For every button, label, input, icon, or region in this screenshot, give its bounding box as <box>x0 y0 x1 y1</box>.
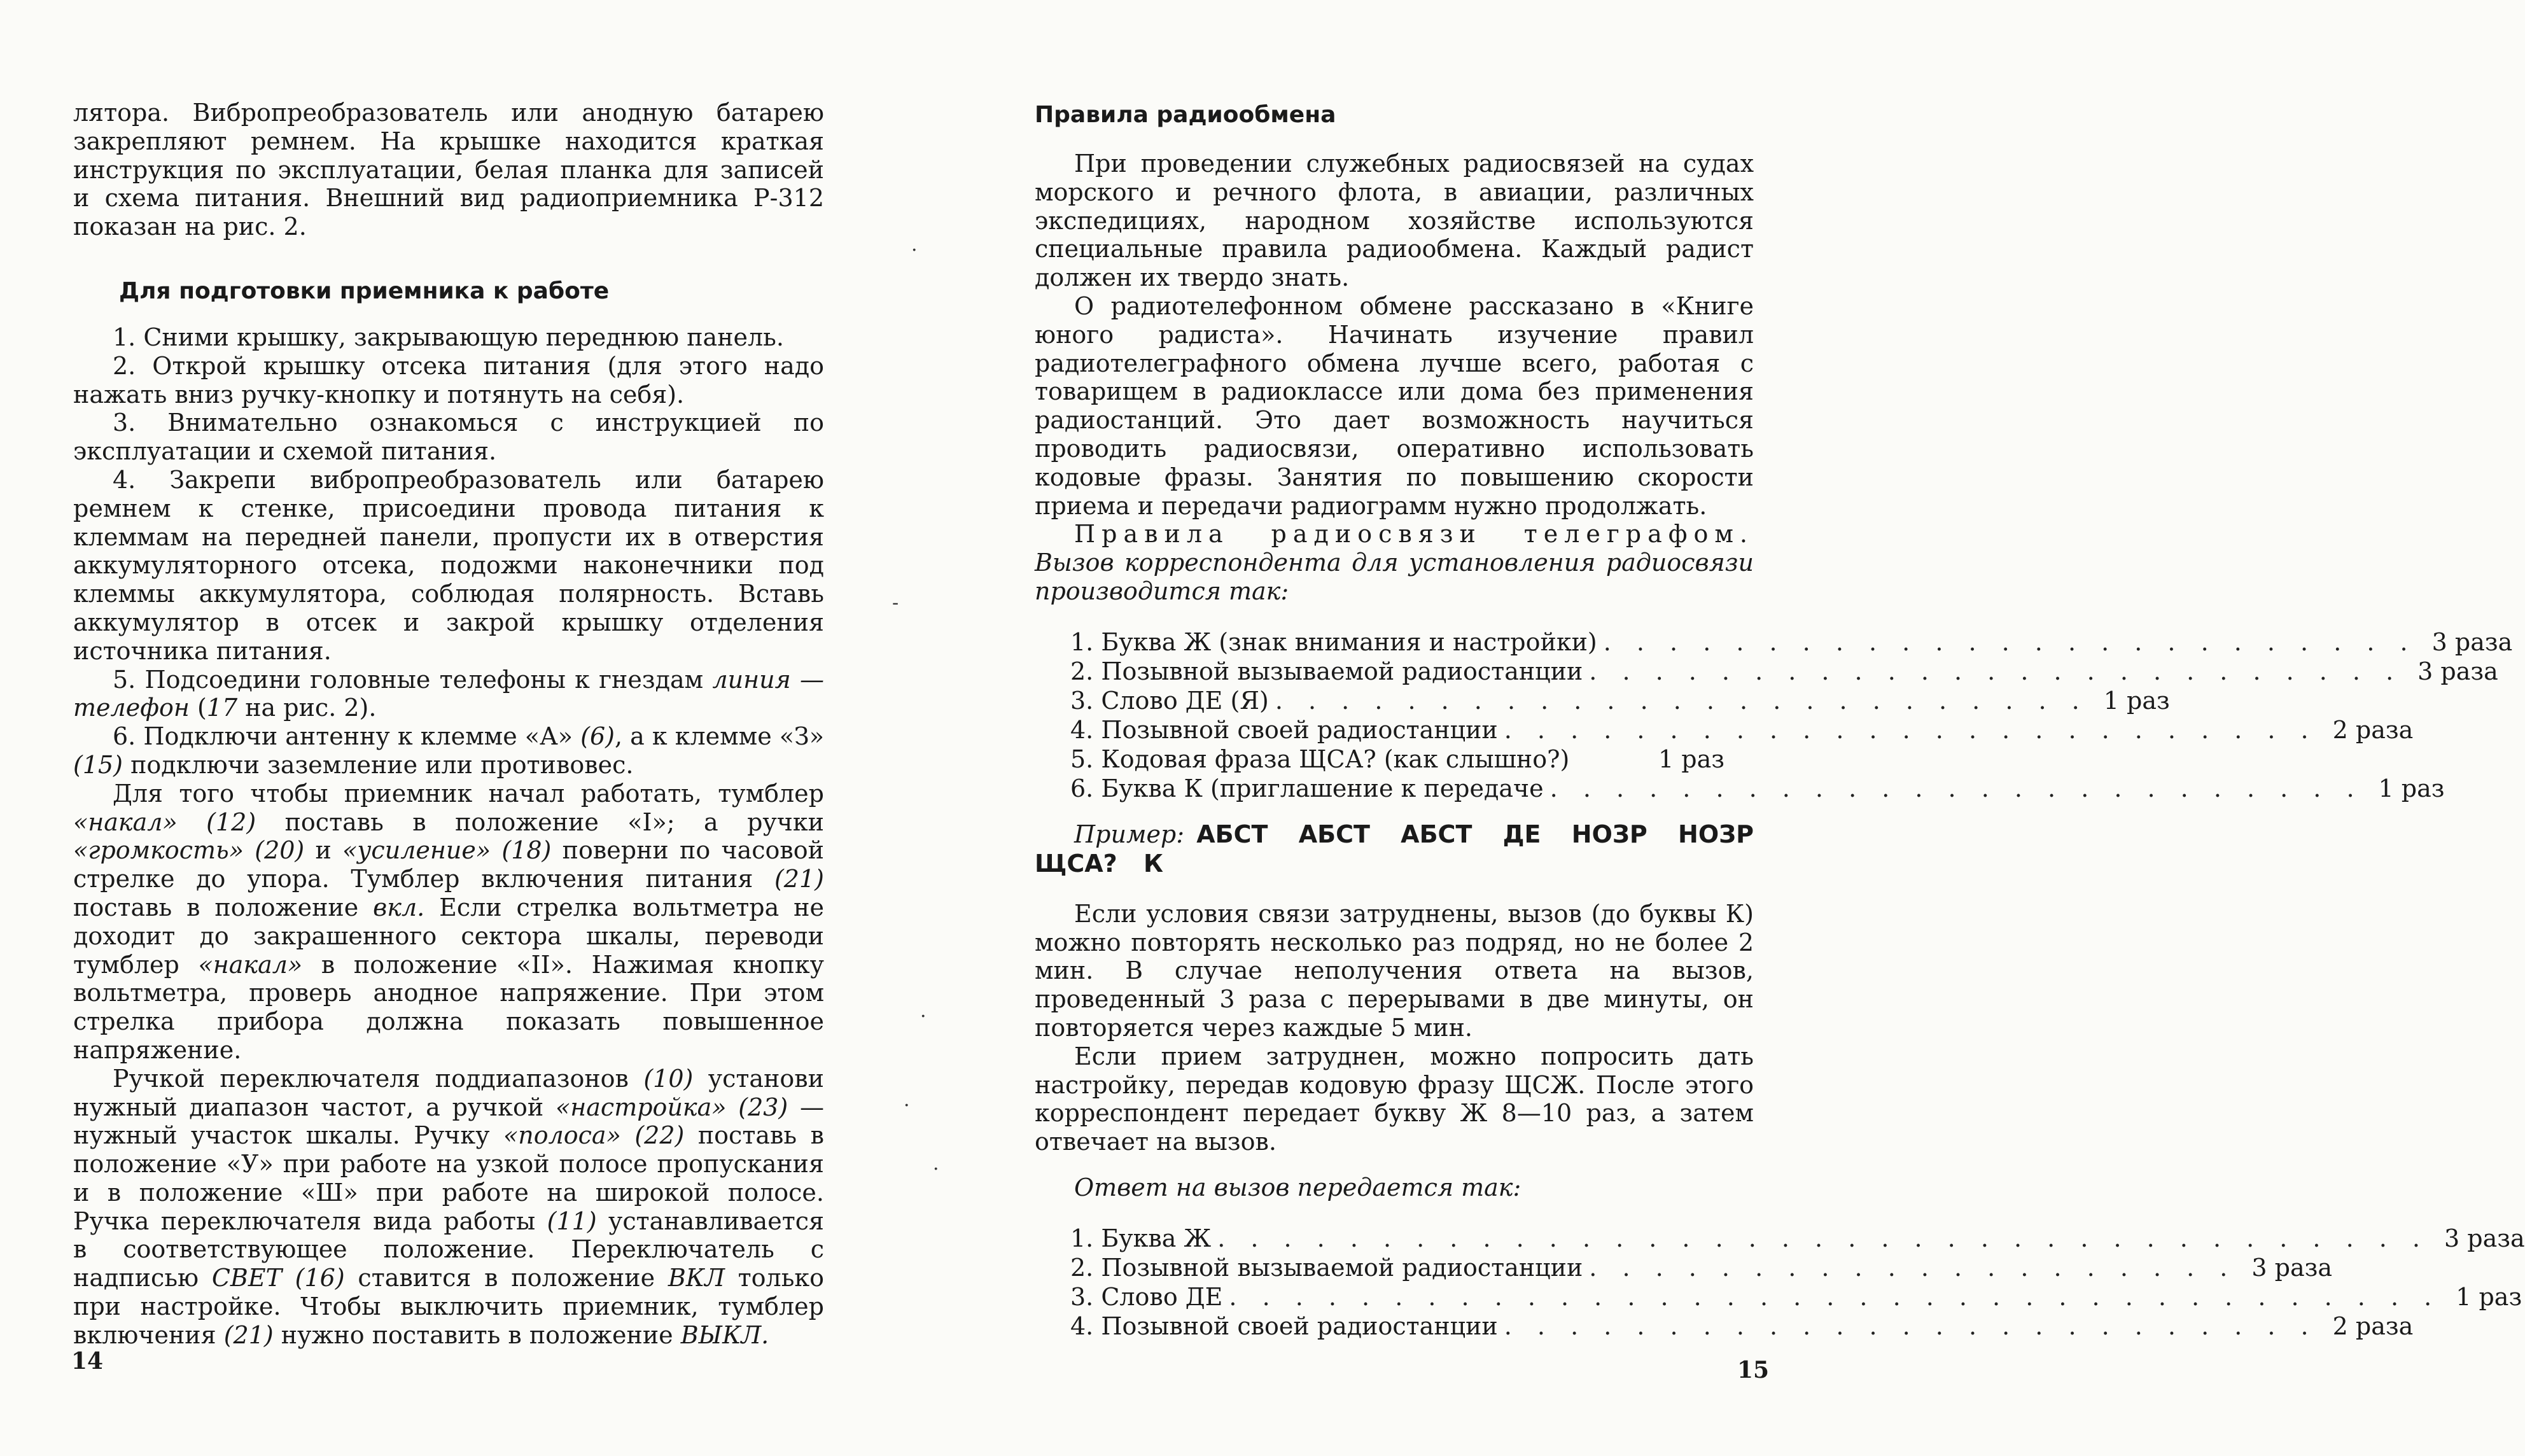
leader-dots: . . . . . . . . . . . . . . . . . . . . . . . . . <box>1589 657 2403 685</box>
italic-run: ВЫКЛ. <box>680 1320 769 1349</box>
text-run: нужно поставить в положение <box>273 1320 681 1349</box>
answer-list <box>1035 1224 2525 1341</box>
text-run: установи нужный диапазон частот, а ручкой <box>73 1064 824 1121</box>
italic-run: «усиление» (18) <box>342 836 552 865</box>
step-3: 3. Внимательно ознакомься с инструкцией по эксплуатации и схемой питания. <box>73 409 824 466</box>
text-run: поверни по часовой стрелке до упора. Тумблер включения питания <box>73 836 824 893</box>
leader-dots: . . . . . . . . . . . . . . . . . . . . . . . . . <box>1504 1312 2318 1340</box>
answer-intro: Ответ на вызов передается так: <box>1074 1173 1521 1201</box>
text-run: Для того чтобы приемник начал работать, тумблер <box>113 779 824 808</box>
list-item-value: 1 раз <box>1658 745 1724 773</box>
list-item <box>1035 745 1754 774</box>
page-number-left: 14 <box>71 1348 104 1375</box>
list-item-text: 4. Позывной своей радиостанции <box>1070 1312 1498 1340</box>
paragraph-work <box>73 780 824 1065</box>
italic-run: «накал» (12) <box>73 808 256 836</box>
italic-run: (11) <box>547 1207 597 1235</box>
steps-block <box>73 323 824 1350</box>
step-5-prefix: 5. Подсоедини головные телефоны к гнездам <box>113 665 713 694</box>
left-text-column <box>73 99 824 1350</box>
scan-speck: · <box>911 239 918 262</box>
step-6-ref-2: (15) <box>73 750 123 779</box>
list-item <box>1035 1282 2522 1312</box>
step-6-mid: , а к клемме «З» <box>614 722 824 751</box>
step-5-paren-open: ( <box>189 694 207 722</box>
intro-block <box>1035 150 1754 606</box>
paragraph: Если прием затруднен, можно попросить дать настройку, передав кодовую фразу ЩСЖ. После этого корреспондент передает букву Ж 8—10 раз, а затем отвечает на вызов. <box>1035 1042 1754 1156</box>
leader-dots: . . . . . . . . . . . . . . . . . . . . <box>1589 1253 2237 1282</box>
text-run: и <box>304 836 343 865</box>
step-2: 2. Открой крышку отсека питания (для этого надо нажать вниз ручку-кнопку и потянуть на себя). <box>73 351 824 409</box>
step-6-prefix: 6. Подключи антенну к клемме «А» <box>113 722 581 751</box>
list-item <box>1035 715 2414 745</box>
list-item-value: 2 раза <box>2332 715 2414 744</box>
italic-run: «накал» <box>198 950 303 979</box>
step-5-suffix: на рис. 2). <box>237 694 377 722</box>
list-item-value: 1 раз <box>2378 774 2445 802</box>
call-list <box>1035 627 2513 803</box>
leader-dots: . . . . . . . . . . . . . . . . . . . . . . . . . . . . . . . . . . . . . <box>1217 1224 2429 1252</box>
list-item <box>1035 774 2445 803</box>
list-item-value: 3 раза <box>2251 1253 2332 1282</box>
text-run: в положение «II». Нажимая кнопку вольтметра, проверь анодное напряжение. При этом стрелка прибора должна показать повышенное напряжение. <box>73 950 824 1064</box>
list-item <box>1035 686 2170 715</box>
leader-dots: . . . . . . . . . . . . . . . . . . . . . . . . . <box>1549 774 2363 802</box>
scan-speck: · <box>904 1095 910 1117</box>
left-page <box>0 0 920 1456</box>
text-run: ставится в положение <box>344 1264 668 1292</box>
italic-run: ВКЛ <box>668 1264 725 1292</box>
step-4: 4. Закрепи вибропреобразователь или батарею ремнем к стенке, присоедини провода питания к клеммам на передней панели, пропусти их в отверстия аккумуляторного отсека, подожми наконечники под клеммы аккумулятора, соблюдая полярность. Вставь аккумулятор в отсек и закрой крышку отделения источника питания. <box>73 465 824 665</box>
italic-run: «полоса» (22) <box>503 1121 685 1150</box>
scan-speck: · <box>920 1005 927 1028</box>
list-item-text: 2. Позывной вызываемой радиостанции <box>1070 1253 1583 1282</box>
text-run: поставь в положение <box>73 893 374 921</box>
italic-run: (10) <box>643 1064 694 1093</box>
paragraph: О радиотелефонном обмене рассказано в «Книге юного радиста». Начинать изучение правил радиотелеграфного обмена лучше всего, работая с товарищем в радиоклассе или дома без применения радиостанций. Это дает возможность научиться проводить радиосвязи, оперативно использовать кодовые фразы. Занятия по повышению скорости приема и передачи радиограмм нужно продолжать. <box>1035 291 1754 520</box>
right-page <box>920 0 2525 1456</box>
rules-intro-italic: Вызов корреспондента для установления радиосвязи производится так: <box>1035 549 1754 605</box>
italic-run: «громкость» (20) <box>73 836 305 865</box>
intro-paragraph: лятора. Вибропреобразователь или анодную батарею закрепляют ремнем. На крышке находится краткая инструкция по эксплуатации, белая планка для записей и схема питания. Внешний вид радиоприемника Р-312 показан на рис. 2. <box>73 99 824 241</box>
section-heading: Правила радиообмена <box>1035 102 1336 128</box>
leader-dots: . . . . . . . . . . . . . . . . . . . . . . . . . <box>1603 627 2417 656</box>
section-heading: Для подготовки приемника к работе <box>119 277 610 304</box>
text-run: Ручкой переключателя поддиапазонов <box>113 1064 644 1093</box>
step-6-suffix: подключи заземление или противовес. <box>123 750 634 779</box>
list-item <box>1035 1253 2332 1282</box>
paragraph-switch <box>73 1065 824 1350</box>
list-item <box>1035 1312 2414 1341</box>
list-item <box>1035 1224 2525 1253</box>
right-text-column <box>1035 102 2525 1357</box>
italic-run: вкл. <box>373 893 425 921</box>
list-item-value: 1 раз <box>2456 1282 2522 1311</box>
leader-dots: . . . . . . . . . . . . . . . . . . . . . . . . . . . . . . . . . . . . . <box>1229 1282 2441 1311</box>
list-item-text: 6. Буква К (приглашение к передаче <box>1070 774 1544 802</box>
leader-dots: . . . . . . . . . . . . . . . . . . . . . . . . . <box>1504 715 2318 744</box>
italic-run: «настройка» (23) <box>555 1093 788 1121</box>
step-6 <box>73 722 824 780</box>
italic-run: (21) <box>774 865 824 893</box>
list-item-text: 2. Позывной вызываемой радиостанции <box>1070 657 1583 685</box>
text-run: устанавливается в соответствующее положение. Переключатель с надписью <box>73 1207 824 1292</box>
list-item <box>1035 627 2513 657</box>
paragraph: При проведении служебных радиосвязей на судах морского и речного флота, в авиации, различных экспедициях, народном хозяйстве используются специальные правила радиообмена. Каждый радист должен их твердо знать. <box>1035 150 1754 292</box>
list-item-value: 3 раза <box>2444 1224 2525 1252</box>
step-5 <box>73 666 824 723</box>
list-item-text: 1. Буква Ж (знак внимания и настройки) <box>1070 627 1597 656</box>
scan-speck: - <box>892 592 899 614</box>
example-code: АБСТ АБСТ АБСТ ДЕ НОЗР НОЗР ЩСА? К <box>1035 820 1754 878</box>
step-5-ref: 17 <box>206 694 238 722</box>
after-block <box>1035 900 1754 1156</box>
list-item-value: 2 раза <box>2332 1312 2414 1340</box>
spaced-title: Правила радиосвязи телеграфом. <box>1074 520 1754 549</box>
example-label: Пример: <box>1074 820 1185 848</box>
text-run: поставь в положение «I»; а ручки <box>256 808 824 836</box>
step-5-italic: линия — телефон <box>73 665 824 722</box>
step-1: 1. Сними крышку, закрывающую переднюю панель. <box>113 323 784 351</box>
page-number-right: 15 <box>1737 1357 1770 1383</box>
text-run: Если стрелка вольтметра не доходит до закрашенного сектора шкалы, переводи тумблер <box>73 893 824 979</box>
list-item-value: 3 раза <box>2417 657 2498 685</box>
italic-run: (21) <box>223 1320 274 1349</box>
text-run: — нужный участок шкалы. Ручку <box>73 1093 824 1150</box>
list-item-value: 3 раза <box>2431 627 2513 656</box>
text-run: поставь в положение «У» при работе на узкой полосе пропускания и в положение «Ш» при работе на широкой полосе. Ручка переключателя вида работы <box>73 1121 824 1235</box>
list-item <box>1035 657 2498 686</box>
step-6-ref-1: (6) <box>580 722 615 751</box>
list-item-text: 3. Слово ДЕ <box>1070 1282 1223 1311</box>
paragraph: Если условия связи затруднены, вызов (до буквы К) можно повторять несколько раз подряд, но не более 2 мин. В случае неполучения ответа на вызов, проведенный 3 раза с перерывами в две минуты, он повторяется через каждые 5 мин. <box>1035 899 1754 1042</box>
list-item-text: 3. Слово ДЕ (Я) <box>1070 686 1269 715</box>
example-line <box>1035 820 1754 878</box>
leader-dots: . . . . . . . . . . . . . . . . . . . . . . . . . <box>1275 686 2088 715</box>
rules-intro <box>1035 520 1754 605</box>
list-item-value: 1 раз <box>2103 686 2170 715</box>
scan-speck: · <box>933 1158 939 1180</box>
list-item-text: 4. Позывной своей радиостанции <box>1070 715 1498 744</box>
italic-run: СВЕТ (16) <box>211 1264 345 1292</box>
list-item-text: 1. Буква Ж <box>1070 1224 1212 1252</box>
text-run: только при настройке. Чтобы выключить приемник, тумблер включения <box>73 1264 825 1349</box>
list-item-text: 5. Кодовая фраза ЩСА? (как слышно?) <box>1070 745 1570 773</box>
